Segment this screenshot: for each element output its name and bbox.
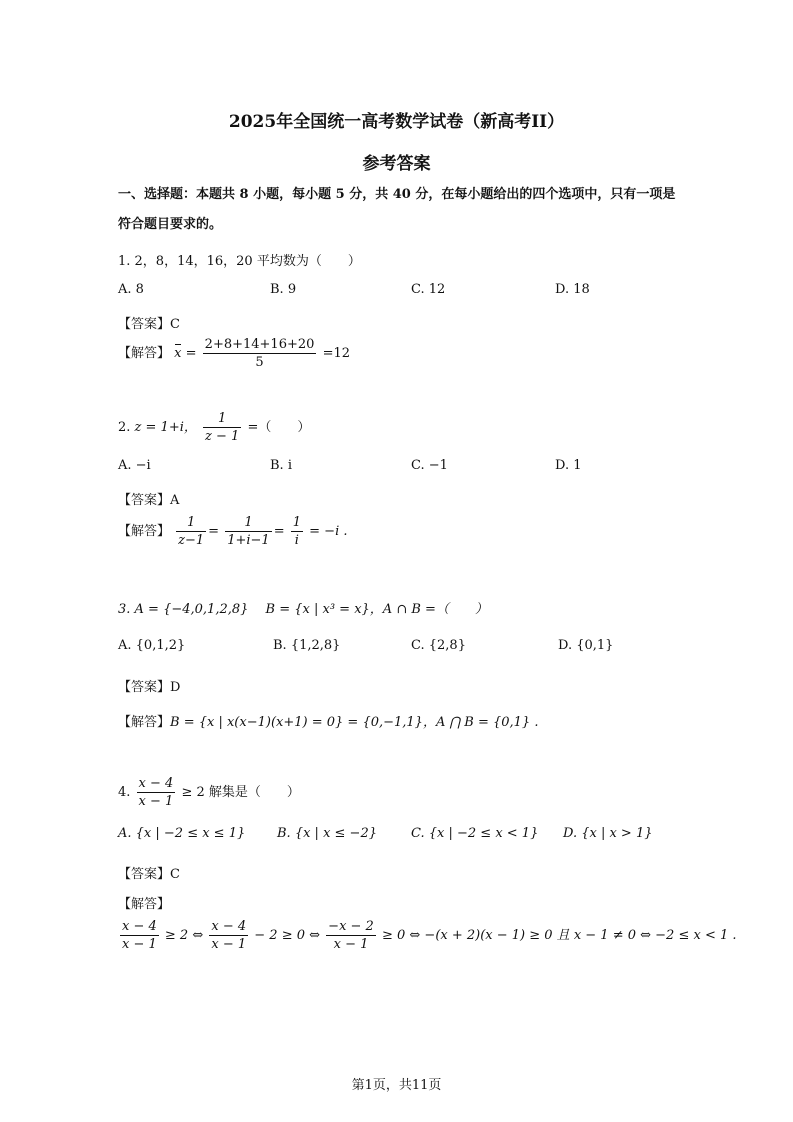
denominator: x − 1 [122, 937, 157, 952]
q2-prefix: 2. [118, 420, 131, 435]
q4-sol-step-2: − 2 ≥ 0 ⇔ [254, 928, 321, 943]
question-2-stem [118, 410, 310, 445]
question-1-stem: 1. 2，8，14，16，20 平均数为（ ） [118, 254, 361, 269]
q3-option-d: D. {0,1} [558, 638, 614, 653]
q3-option-c: C. {2,8} [411, 638, 466, 653]
q4-answer [118, 863, 180, 882]
q4-option-c: C. {x | −2 ≤ x < 1} [411, 826, 539, 841]
page-title: 2025年全国统一高考数学试卷（新高考II） [228, 112, 565, 132]
answer-tag: 【答案】 [118, 867, 171, 882]
answer-tag: 【答案】 [118, 680, 171, 695]
solution-tag: 【解答】 [118, 346, 171, 361]
q4-option-b: B. {x | x ≤ −2} [277, 826, 377, 841]
q4-sol-fraction-1 [120, 918, 159, 953]
q1-option-d: D. 18 [555, 282, 590, 297]
numerator: x − 4 [211, 919, 247, 934]
numerator: 1 [176, 514, 206, 532]
q2-answer [118, 489, 179, 508]
q1-denominator: 5 [255, 355, 264, 370]
solution-tag: 【解答】 [118, 715, 171, 730]
numerator: 1 [292, 515, 302, 530]
q4-option-a: A. {x | −2 ≤ x ≤ 1} [118, 826, 246, 841]
q4-answer-value: C [170, 867, 180, 882]
q2-solution: 【解答】 $\frac{1}{z-1}$ = $\frac{1}{1+i-1}$ = $\frac{1}{i}$ = −i . [118, 515, 348, 548]
q3-solution [118, 711, 538, 730]
q4-sol-step-3: ≥ 0 ⇔ −(x + 2)(x − 1) ≥ 0 且 x − 1 ≠ 0 ⇔ −2 ≤ x < 1 . [381, 928, 737, 943]
q2-sol-fraction-3 [291, 514, 303, 549]
q2-option-a: A. −i [118, 458, 151, 473]
q4-option-d: D. {x | x > 1} [563, 826, 653, 841]
section-heading: 一、选择题：本题共 8 小题，每小题 5 分，共 40 分，在每小题给出的四个选项中，只有一项是符合题目要求的。 [118, 187, 676, 232]
denominator: x − 1 [211, 937, 247, 952]
question-3-stem: 3. A = {−4,0,1,2,8} B = {x | x³ = x}，A ∩ B =（ ） [118, 602, 488, 617]
q2-numerator: 1 [203, 410, 241, 428]
q3-solution-text: B = {x | x(x−1)(x+1) = 0} = {0,−1,1}，A ⋂ B = {0,1} . [170, 715, 539, 730]
q4-fraction [137, 775, 176, 810]
q1-result: =12 [322, 346, 350, 361]
q2-answer-value: A [170, 493, 180, 508]
q2-option-d: D. 1 [555, 458, 582, 473]
q2-denominator: z − 1 [205, 429, 240, 444]
numerator: −x − 2 [328, 919, 374, 934]
q2-fraction [203, 410, 241, 445]
q2-option-c: C. −1 [411, 458, 448, 473]
q1-fraction [203, 336, 317, 371]
numerator: 1 [225, 514, 272, 532]
q2-option-b: B. i [270, 458, 292, 473]
q4-denominator: x − 1 [138, 794, 174, 809]
q2-sol-tail: = −i . [309, 524, 348, 539]
q1-option-a: A. 8 [118, 282, 144, 297]
denominator: x − 1 [333, 937, 369, 952]
solution-tag: 【解答】 [118, 524, 171, 539]
answer-tag: 【答案】 [118, 317, 171, 332]
page-footer: 第1页，共11页 [351, 1078, 442, 1093]
q1-answer-value: C [170, 317, 180, 332]
q4-sol-fraction-2 [209, 918, 248, 953]
q2-suffix: =（ ） [247, 420, 311, 435]
q1-option-c: C. 12 [411, 282, 446, 297]
q3-option-b: B. {1,2,8} [273, 638, 341, 653]
q4-prefix: 4. [118, 785, 131, 800]
q1-solution: 【解答】 x = $\frac{2+8+14+16+20}{5}$ =12 [118, 337, 350, 370]
denominator: i [294, 533, 299, 548]
q3-answer [118, 676, 180, 695]
q2-sol-fraction-2 [225, 514, 272, 549]
q4-suffix: ≥ 2 解集是（ ） [181, 785, 300, 800]
denominator: 1+i−1 [227, 533, 270, 548]
q3-option-a: A. {0,1,2} [118, 638, 186, 653]
q4-sol-fraction-3 [326, 918, 376, 953]
q3-answer-value: D [170, 680, 181, 695]
q1-option-b: B. 9 [270, 282, 297, 297]
q4-numerator: x − 4 [138, 776, 174, 791]
question-4-stem [118, 775, 300, 810]
q1-numerator: 2+8+14+16+20 [204, 337, 315, 352]
numerator: x − 4 [122, 919, 157, 934]
q2-condition: z = 1+i， [134, 420, 197, 435]
q2-sol-fraction-1 [176, 514, 206, 549]
q4-solution [118, 918, 737, 953]
mean-symbol: x [174, 346, 182, 361]
page-subtitle: 参考答案 [362, 154, 431, 174]
q4-sol-step-1: ≥ 2 ⇔ [164, 928, 204, 943]
denominator: z−1 [178, 533, 205, 548]
q1-answer [118, 313, 180, 332]
q4-solution-tag: 【解答】 [118, 897, 171, 912]
answer-tag: 【答案】 [118, 493, 171, 508]
